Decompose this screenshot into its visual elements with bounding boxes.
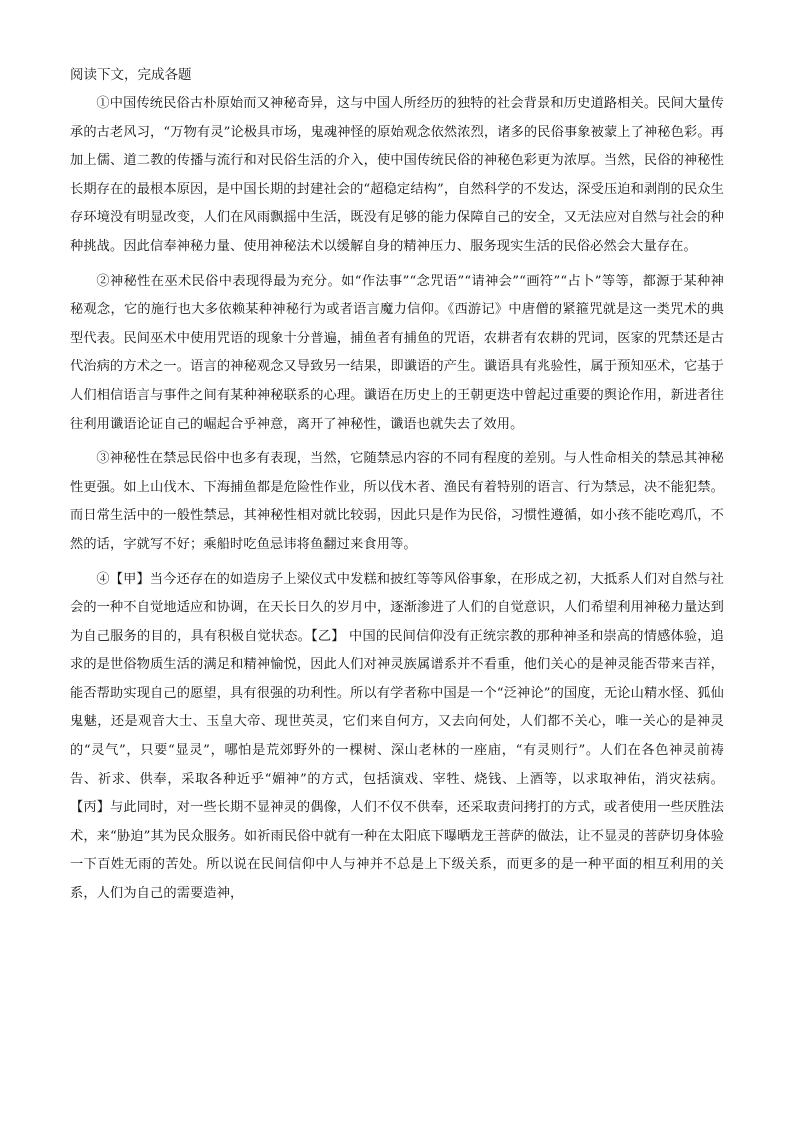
document-page xyxy=(70,64,724,915)
paragraph-2: ②神秘性在巫术民俗中表现得最为充分。如“作法事”“念咒语”“请神会”“画符”“占卜”等等，都源于某种神秘观念，它的施行也大多依赖某种神秘行为或者语言魔力信仰。《西游记》中唐僧的紧箍咒就是这一类咒术的典型代表。民间巫术中使用咒语的现象十分普遍，捕鱼者有捕鱼的咒语，农耕者有农耕的咒词，医家的咒禁还是古代治病的方术之一。语言的神秘观念又导致另一结果，即谶语的产生。谶语具有兆验性，属于预知巫术，它基于人们相信语言与事件之间有某种神秘联系的心理。谶语在历史上的王朝更迭中曾起过重要的舆论作用，新进者往往利用谶语论证自己的崛起合乎神意，离开了神秘性，谶语也就失去了效用。 xyxy=(70,273,724,432)
question-heading: 阅读下文，完成各题 xyxy=(70,67,192,83)
paragraph-3: ③神秘性在禁忌民俗中也多有表现，当然，它随禁忌内容的不同有程度的差别。与人性命相关的禁忌其神秘性更强。如上山伐木、下海捕鱼都是危险性作业，所以伐木者、渔民有着特别的语言、行为禁忌，决不能犯禁。而日常生活中的一般性禁忌，其神秘性相对就比较弱，因此只是作为民俗，习惯性遵循，如小孩不能吃鸡爪，不然的话，字就写不好；乘船时吃鱼忌讳将鱼翻过来食用等。 xyxy=(70,451,724,552)
paragraph-4: ④【甲】当今还存在的如造房子上梁仪式中发糕和披红等等风俗事象，在形成之初，大抵系人们对自然与社会的一种不自觉地适应和协调，在天长日久的岁月中，逐渐渗进了人们的自觉意识，人们希望利用神秘力量达到为自己服务的目的，具有积极自觉状态。【乙】 中国的民间信仰没有正统宗教的那种神圣和崇高的情感体验，追求的是世俗物质生活的满足和精神愉悦，因此人们对神灵族属谱系并不看重，他们关心的是神灵能否带来吉祥，能否帮助实现自己的愿望，具有很强的功利性。所以有学者称中国是一个“泛神论”的国度，无论山精水怪、狐仙鬼魅，还是观音大士、玉皇大帝、现世英灵，它们来自何方，又去向何处，人们都不关心，唯一关心的是神灵的“灵气”，只要“显灵”，哪怕是荒郊野外的一棵树、深山老林的一座庙，“有灵则行”。人们在各色神灵前祷告、祈求、供奉，采取各种近乎“媚神”的方式，包括演戏、宰牲、烧钱、上酒等，以求取神佑，消灾祛病。【丙】与此同时，对一些长期不显神灵的偶像，人们不仅不供奉，还采取责问拷打的方式，或者使用一些厌胜法术，来“胁迫”其为民众服务。如祈雨民俗中就有一种在太阳底下曝晒龙王菩萨的做法，让不显灵的菩萨切身体验一下百姓无雨的苦处。所以说在民间信仰中人与神并不总是上下级关系，而更多的是一种平面的相互利用的关系，人们为自己的需要造神， xyxy=(70,571,724,902)
paragraph-1: ①中国传统民俗古朴原始而又神秘奇异，这与中国人所经历的独特的社会背景和历史道路相关。民间大量传承的古老风习，“万物有灵”论极具市场，鬼魂神怪的原始观念依然浓烈，诸多的民俗事象被蒙上了神秘色彩。再加上儒、道二教的传播与流行和对民俗生活的介入，使中国传统民俗的神秘色彩更为浓厚。当然，民俗的神秘性长期存在的最根本原因，是中国长期的封建社会的“超稳定结构”，自然科学的不发达，深受压迫和剥削的民众生存环境没有明显改变，人们在风雨飘摇中生活，既没有足够的能力保障自己的安全，又无法应对自然与社会的种种挑战。因此信奉神秘力量、使用神秘法术以缓解自身的精神压力、服务现实生活的民俗必然会大量存在。 xyxy=(70,96,724,254)
